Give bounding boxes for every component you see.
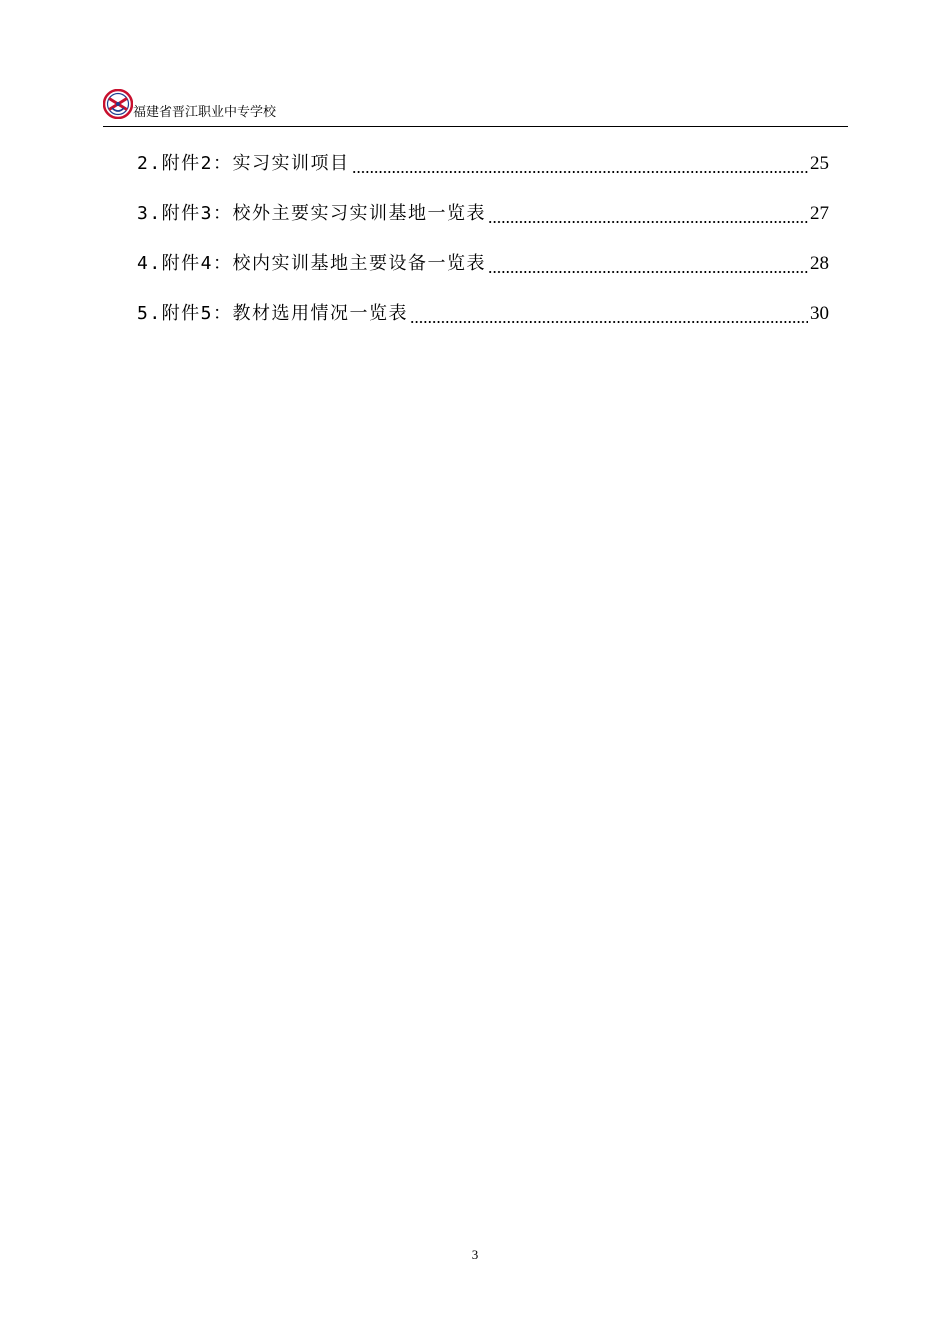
toc-entry-title: 4.附件4：校内实训基地主要设备一览表	[137, 253, 487, 274]
toc-entry[interactable]	[137, 189, 829, 239]
toc-entry[interactable]	[137, 239, 829, 289]
school-name: 福建省晋江职业中专学校	[133, 105, 277, 120]
toc-dot-leader	[352, 150, 808, 178]
toc-entry-page: 25	[810, 153, 829, 174]
toc-entry-page: 30	[810, 303, 829, 324]
toc-entry-title: 3.附件3：校外主要实习实训基地一览表	[137, 203, 487, 224]
toc-dot-leader	[488, 250, 808, 278]
toc-entry[interactable]	[137, 139, 829, 189]
toc-entry-title: 5.附件5：教材选用情况一览表	[137, 303, 409, 324]
toc-dot-leader	[410, 300, 808, 328]
school-emblem-icon	[103, 89, 133, 119]
page-header	[103, 88, 848, 127]
toc-entry[interactable]	[137, 289, 829, 339]
toc-entry-page: 27	[810, 203, 829, 224]
toc-dot-leader	[488, 200, 808, 228]
table-of-contents	[137, 139, 829, 339]
page-number: 3	[471, 1247, 479, 1262]
toc-entry-title: 2.附件2：实习实训项目	[137, 153, 350, 174]
toc-entry-page: 28	[810, 253, 829, 274]
